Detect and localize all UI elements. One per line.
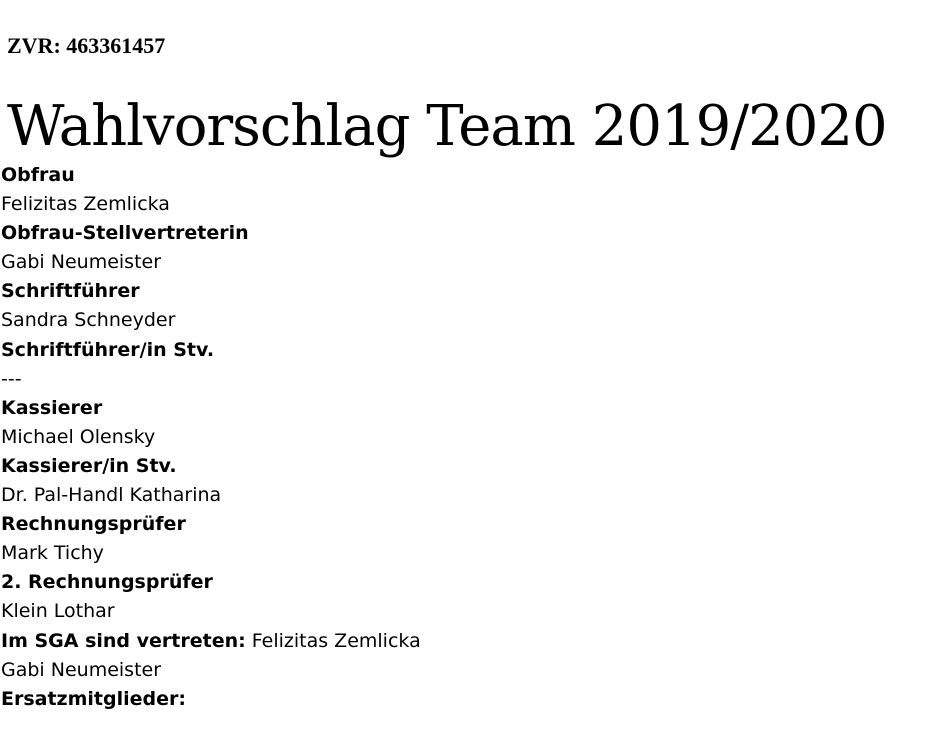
role-label: Obfrau — [1, 164, 75, 186]
role-label: 2. Rechnungsprüfer — [1, 571, 213, 594]
sga-member: Felizitas Zemlicka — [251, 629, 421, 652]
sga-line — [1, 627, 421, 656]
role-label: Kassierer — [1, 396, 103, 419]
sga-member: Gabi Neumeister — [1, 658, 162, 681]
role-label: Schriftführer/in Stv. — [1, 338, 215, 361]
zvr-number: ZVR: 463361457 — [7, 33, 166, 58]
role-label: Rechnungsprüfer — [1, 513, 186, 536]
candidate-name: Sandra Schneyder — [1, 309, 176, 332]
candidate-name: Gabi Neumeister — [1, 251, 162, 274]
candidate-name: Michael Olensky — [1, 425, 156, 448]
candidate-name: Felizitas Zemlicka — [1, 193, 170, 216]
sga-label: Im SGA sind vertreten: — [1, 629, 246, 652]
ersatz-label: Ersatzmitglieder: — [1, 687, 186, 710]
candidate-name: Mark Tichy — [1, 542, 104, 565]
role-label: Schriftführer — [1, 280, 140, 303]
candidate-name: --- — [1, 367, 22, 390]
candidate-name: Dr. Pal-Handl Katharina — [1, 484, 222, 507]
role-label: Obfrau-Stellvertreterin — [1, 222, 249, 245]
candidate-list — [1, 161, 421, 714]
document-title: Wahlvorschlag Team 2019/2020 — [7, 94, 887, 159]
role-label: Kassierer/in Stv. — [1, 454, 177, 477]
candidate-name: Klein Lothar — [1, 600, 115, 623]
